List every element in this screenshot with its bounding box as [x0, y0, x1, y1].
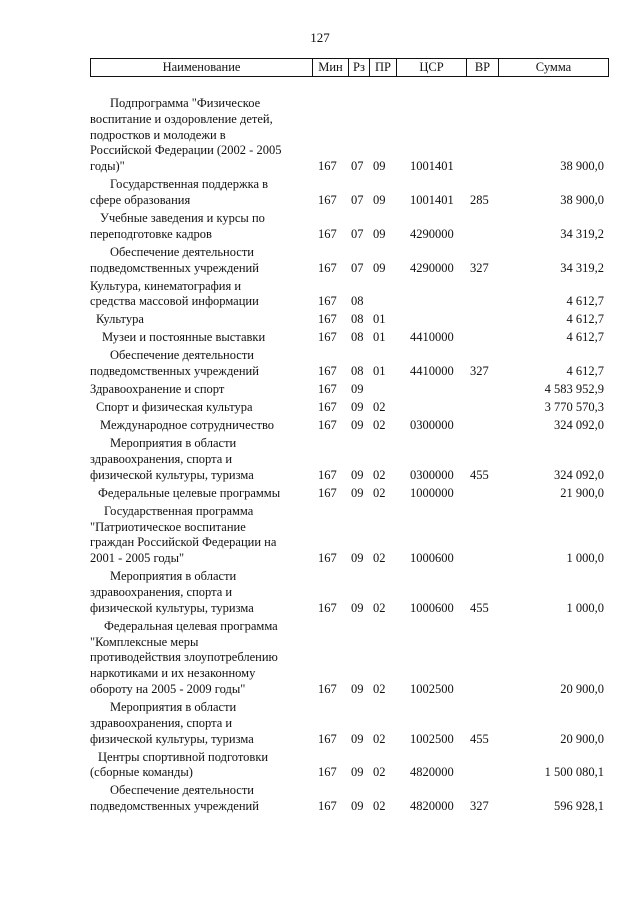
row-sum: 4 583 952,9	[544, 382, 604, 397]
row-name-line: "Комплексные меры	[90, 634, 199, 649]
row-pr: 02	[373, 418, 386, 433]
page-number: 127	[310, 30, 330, 45]
row-sum: 3 770 570,3	[544, 400, 604, 415]
row-vr: 455	[470, 467, 489, 482]
row-name-line: воспитание и оздоровление детей,	[90, 111, 273, 126]
row-name-line: средства массовой информации	[90, 294, 259, 309]
row-rz: 08	[351, 330, 364, 345]
row-rz: 09	[351, 418, 364, 433]
row-name-line: физической культуры, туризма	[90, 467, 254, 482]
row-sum: 1 000,0	[566, 600, 604, 615]
row-name-line: Обеспечение деятельности	[110, 783, 255, 798]
row-rz: 07	[351, 159, 364, 174]
row-name	[90, 436, 315, 483]
row-rz: 09	[351, 382, 364, 397]
header-pr: ПР	[370, 59, 397, 77]
row-csr: 0300000	[410, 467, 454, 482]
row-csr: 4820000	[410, 765, 454, 780]
row-min: 167	[318, 312, 337, 327]
table-row	[0, 400, 640, 418]
row-min: 167	[318, 192, 337, 207]
row-sum: 4 612,7	[566, 330, 604, 345]
row-name-line: Учебные заведения и курсы по	[100, 210, 265, 225]
row-name	[90, 96, 315, 175]
row-rz: 07	[351, 260, 364, 275]
row-vr: 327	[470, 260, 489, 275]
row-name-line: Мероприятия в области	[110, 436, 237, 451]
row-rz: 09	[351, 765, 364, 780]
row-rz: 09	[351, 731, 364, 746]
row-name	[90, 330, 315, 346]
row-pr: 09	[373, 159, 386, 174]
row-sum: 38 900,0	[560, 159, 604, 174]
row-name-line: здравоохранения, спорта и	[90, 584, 233, 599]
row-name-line: Музеи и постоянные выставки	[102, 330, 266, 345]
row-pr: 02	[373, 681, 386, 696]
row-name-line: подростков и молодежи в	[90, 127, 226, 142]
row-rz: 09	[351, 400, 364, 415]
row-pr: 09	[373, 260, 386, 275]
row-csr: 4410000	[410, 330, 454, 345]
row-name	[90, 245, 315, 277]
header-min: Мин	[313, 59, 349, 77]
row-csr: 1002500	[410, 681, 454, 696]
table-row	[0, 750, 640, 784]
row-min: 167	[318, 330, 337, 345]
row-name	[90, 279, 315, 311]
row-name-line: Обеспечение деятельности	[110, 244, 255, 259]
row-min: 167	[318, 159, 337, 174]
row-name	[90, 619, 315, 698]
row-pr: 02	[373, 485, 386, 500]
row-rz: 09	[351, 485, 364, 500]
row-sum: 34 319,2	[560, 226, 604, 241]
row-rz: 09	[351, 551, 364, 566]
row-pr: 02	[373, 467, 386, 482]
row-name-line: (сборные команды)	[90, 765, 193, 780]
row-vr: 455	[470, 600, 489, 615]
table-row	[0, 382, 640, 400]
row-rz: 09	[351, 681, 364, 696]
row-pr: 01	[373, 312, 386, 327]
row-name-line: Государственная программа	[104, 503, 254, 518]
header-vr: ВР	[467, 59, 499, 77]
row-min: 167	[318, 226, 337, 241]
row-name	[90, 700, 315, 747]
row-rz: 07	[351, 226, 364, 241]
row-name-line: подведомственных учреждений	[90, 799, 259, 814]
row-csr: 1001401	[410, 192, 454, 207]
row-name	[90, 504, 315, 567]
row-name	[90, 418, 315, 434]
header-csr: ЦСР	[397, 59, 467, 77]
row-pr: 02	[373, 799, 386, 814]
row-name	[90, 312, 315, 328]
row-min: 167	[318, 681, 337, 696]
row-name	[90, 750, 315, 782]
row-min: 167	[318, 467, 337, 482]
row-rz: 09	[351, 600, 364, 615]
row-min: 167	[318, 799, 337, 814]
row-vr: 327	[470, 799, 489, 814]
row-name-line: Федеральные целевые программы	[98, 485, 281, 500]
row-name-line: наркотиками и их незаконному	[90, 666, 256, 681]
row-name	[90, 486, 315, 502]
row-pr: 02	[373, 551, 386, 566]
table-row	[0, 312, 640, 330]
row-csr: 4410000	[410, 364, 454, 379]
table-row	[0, 504, 640, 569]
row-name-line: 2001 - 2005 годы"	[90, 551, 185, 566]
row-name-line: Спорт и физическая культура	[96, 400, 253, 415]
row-sum: 596 928,1	[554, 799, 604, 814]
table-body	[0, 96, 640, 817]
row-name	[90, 382, 315, 398]
row-sum: 324 092,0	[554, 467, 604, 482]
row-name-line: здравоохранения, спорта и	[90, 451, 233, 466]
row-rz: 08	[351, 364, 364, 379]
row-min: 167	[318, 364, 337, 379]
row-name-line: Обеспечение деятельности	[110, 348, 255, 363]
table-row	[0, 211, 640, 245]
row-pr: 01	[373, 330, 386, 345]
row-name	[90, 211, 315, 243]
row-rz: 07	[351, 192, 364, 207]
row-name-line: Центры спортивной подготовки	[98, 749, 269, 764]
row-min: 167	[318, 600, 337, 615]
row-rz: 09	[351, 467, 364, 482]
row-min: 167	[318, 765, 337, 780]
row-sum: 21 900,0	[560, 485, 604, 500]
table-row	[0, 96, 640, 177]
row-sum: 4 612,7	[566, 364, 604, 379]
row-pr: 09	[373, 192, 386, 207]
row-name	[90, 348, 315, 380]
row-name-line: переподготовке кадров	[90, 226, 212, 241]
table-row	[0, 436, 640, 486]
row-name-line: подведомственных учреждений	[90, 364, 259, 379]
table-row	[0, 418, 640, 436]
row-name-line: Здравоохранение и спорт	[90, 382, 225, 397]
row-pr: 09	[373, 226, 386, 241]
row-name	[90, 400, 315, 416]
row-min: 167	[318, 260, 337, 275]
row-name-line: Федеральная целевая программа	[104, 618, 278, 633]
row-name	[90, 177, 315, 209]
table-header	[90, 58, 609, 77]
row-name-line: Культура	[96, 312, 144, 327]
table-row	[0, 619, 640, 700]
row-vr: 327	[470, 364, 489, 379]
row-rz: 08	[351, 294, 364, 309]
row-name-line: Российской Федерации (2002 - 2005	[90, 143, 282, 158]
row-pr: 01	[373, 364, 386, 379]
row-min: 167	[318, 418, 337, 433]
row-csr: 4290000	[410, 260, 454, 275]
row-pr: 02	[373, 731, 386, 746]
row-name-line: здравоохранения, спорта и	[90, 715, 233, 730]
row-name-line: Международное сотрудничество	[100, 418, 275, 433]
row-sum: 34 319,2	[560, 260, 604, 275]
header-rz: Рз	[349, 59, 370, 77]
row-sum: 4 612,7	[566, 294, 604, 309]
row-name-line: сфере образования	[90, 192, 191, 207]
row-min: 167	[318, 551, 337, 566]
table-row	[0, 330, 640, 348]
row-name	[90, 783, 315, 815]
row-vr: 285	[470, 192, 489, 207]
row-pr: 02	[373, 765, 386, 780]
row-name-line: подведомственных учреждений	[90, 260, 259, 275]
row-name-line: Государственная поддержка в	[110, 177, 269, 192]
row-sum: 38 900,0	[560, 192, 604, 207]
row-name-line: годы)"	[90, 159, 125, 174]
row-csr: 1001401	[410, 159, 454, 174]
row-min: 167	[318, 400, 337, 415]
table-row	[0, 700, 640, 750]
table-row	[0, 486, 640, 504]
row-csr: 1000600	[410, 551, 454, 566]
row-sum: 20 900,0	[560, 731, 604, 746]
row-name-line: обороту на 2005 - 2009 годы"	[90, 681, 246, 696]
row-sum: 4 612,7	[566, 312, 604, 327]
table-row	[0, 783, 640, 817]
row-rz: 08	[351, 312, 364, 327]
row-min: 167	[318, 731, 337, 746]
row-sum: 20 900,0	[560, 681, 604, 696]
row-min: 167	[318, 294, 337, 309]
row-name-line: противодействия злоупотреблению	[90, 650, 278, 665]
row-name-line: Мероприятия в области	[110, 699, 237, 714]
table-row	[0, 245, 640, 279]
row-name-line: Мероприятия в области	[110, 569, 237, 584]
row-csr: 4820000	[410, 799, 454, 814]
row-csr: 4290000	[410, 226, 454, 241]
row-csr: 1000600	[410, 600, 454, 615]
row-name	[90, 569, 315, 616]
header-name: Наименование	[91, 59, 313, 77]
row-csr: 1002500	[410, 731, 454, 746]
row-pr: 02	[373, 400, 386, 415]
header-sum: Сумма	[499, 59, 609, 77]
row-name-line: Подпрограмма "Физическое	[110, 96, 261, 110]
row-name-line: физической культуры, туризма	[90, 731, 254, 746]
row-rz: 09	[351, 799, 364, 814]
row-sum: 1 500 080,1	[544, 765, 604, 780]
row-name-line: Культура, кинематография и	[90, 278, 242, 293]
row-name-line: физической культуры, туризма	[90, 600, 254, 615]
row-sum: 1 000,0	[566, 551, 604, 566]
row-csr: 1000000	[410, 485, 454, 500]
row-name-line: граждан Российской Федерации на	[90, 535, 277, 550]
row-min: 167	[318, 382, 337, 397]
table-row	[0, 177, 640, 211]
row-vr: 455	[470, 731, 489, 746]
table-row	[0, 569, 640, 619]
row-pr: 02	[373, 600, 386, 615]
row-min: 167	[318, 485, 337, 500]
row-csr: 0300000	[410, 418, 454, 433]
row-sum: 324 092,0	[554, 418, 604, 433]
table-row	[0, 348, 640, 382]
row-name-line: "Патриотическое воспитание	[90, 519, 246, 534]
table-row	[0, 279, 640, 313]
